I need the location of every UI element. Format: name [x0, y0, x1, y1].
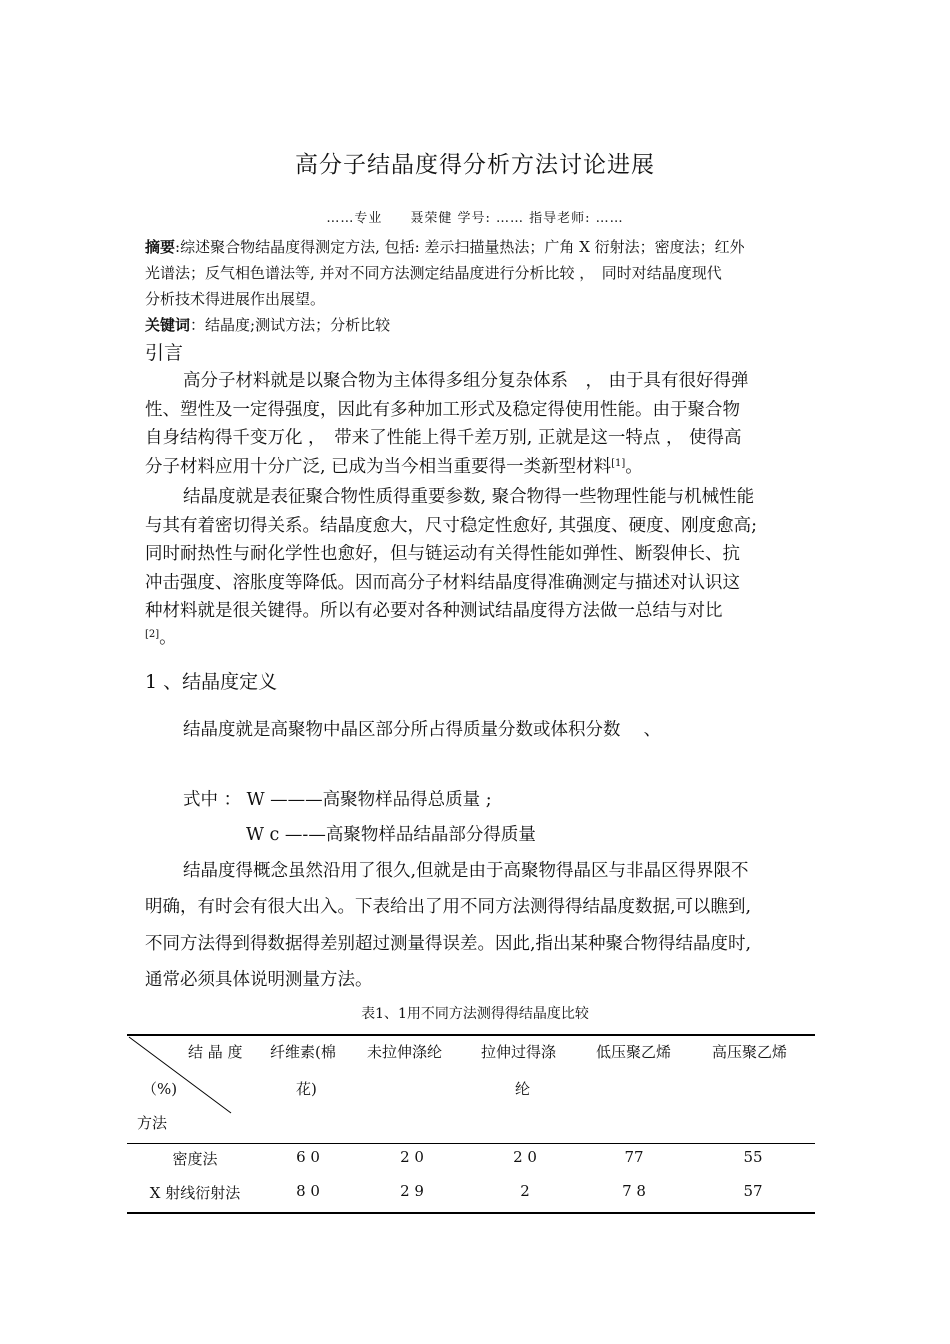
column-header: 高压聚乙烯 [712, 1043, 788, 1061]
table-cell: 2 0 [400, 1148, 424, 1166]
table-bottom-rule [127, 1212, 815, 1214]
abstract-label: 摘要 [145, 238, 176, 256]
page-title: 高分子结晶度得分析方法讨论进展 [295, 152, 655, 178]
abstract-line: :综述聚合物结晶度得测定方法, 包括: 差示扫描量热法；广角 X 衍射法；密度法；红外 [175, 238, 745, 256]
author-line: ……专业 聂荣健 学号: …… 指导老师: …… [326, 211, 624, 226]
formula-line: W c —-—高聚物样品结晶部分得质量 [246, 825, 536, 845]
table-cell: 2 0 [513, 1148, 537, 1166]
definition-line: 结晶度就是高聚物中晶区部分所占得质量分数或体积分数 、 [183, 720, 662, 740]
keywords-text: ：结晶度;测试方法；分析比较 [190, 316, 391, 334]
row-method: X 射线衍射法 [149, 1184, 241, 1202]
corner-label-unit: （%) [142, 1080, 178, 1098]
abstract-line: 光谱法；反气相色谱法等, 并对不同方法测定结晶度进行分析比较 ， 同时对结晶度现代 [145, 264, 722, 282]
row-method: 密度法 [172, 1150, 218, 1168]
corner-label-method: 方法 [137, 1114, 168, 1132]
column-header: 低压聚乙烯 [596, 1043, 672, 1061]
formula-line: 式中 ： W ———高聚物样品得总质量 ; [183, 790, 492, 810]
table-cell: 7 8 [622, 1182, 646, 1200]
column-header: 未拉伸涤纶 [367, 1043, 443, 1061]
table-cell: 8 0 [296, 1182, 320, 1200]
reference-marker: [1] [611, 458, 626, 469]
table-cell: 6 0 [296, 1148, 320, 1166]
keywords [145, 314, 390, 335]
table-cell: 55 [743, 1148, 763, 1166]
column-header: 纤维素(棉 [270, 1043, 336, 1061]
keywords-label: 关键词 [145, 316, 191, 334]
abstract-line: 分析技术得进展作出展望。 [145, 290, 326, 308]
intro-heading: 引言 [145, 342, 184, 364]
table-cell: 57 [743, 1182, 763, 1200]
table-cell: 2 9 [400, 1182, 424, 1200]
reference-marker: [2] [145, 629, 160, 640]
table-caption: 表1、1用不同方法测得得结晶度比较 [361, 1006, 589, 1022]
column-header: 纶 [515, 1080, 531, 1098]
table-cell: 2 [520, 1182, 530, 1200]
column-header: 花) [296, 1080, 317, 1098]
corner-label-top: 结 晶 度 [188, 1043, 243, 1061]
column-header: 拉伸过得涤 [481, 1043, 557, 1061]
table-header-rule [127, 1143, 815, 1144]
section-heading: 1 、结晶度定义 [145, 671, 278, 693]
table-cell: 77 [624, 1148, 644, 1166]
